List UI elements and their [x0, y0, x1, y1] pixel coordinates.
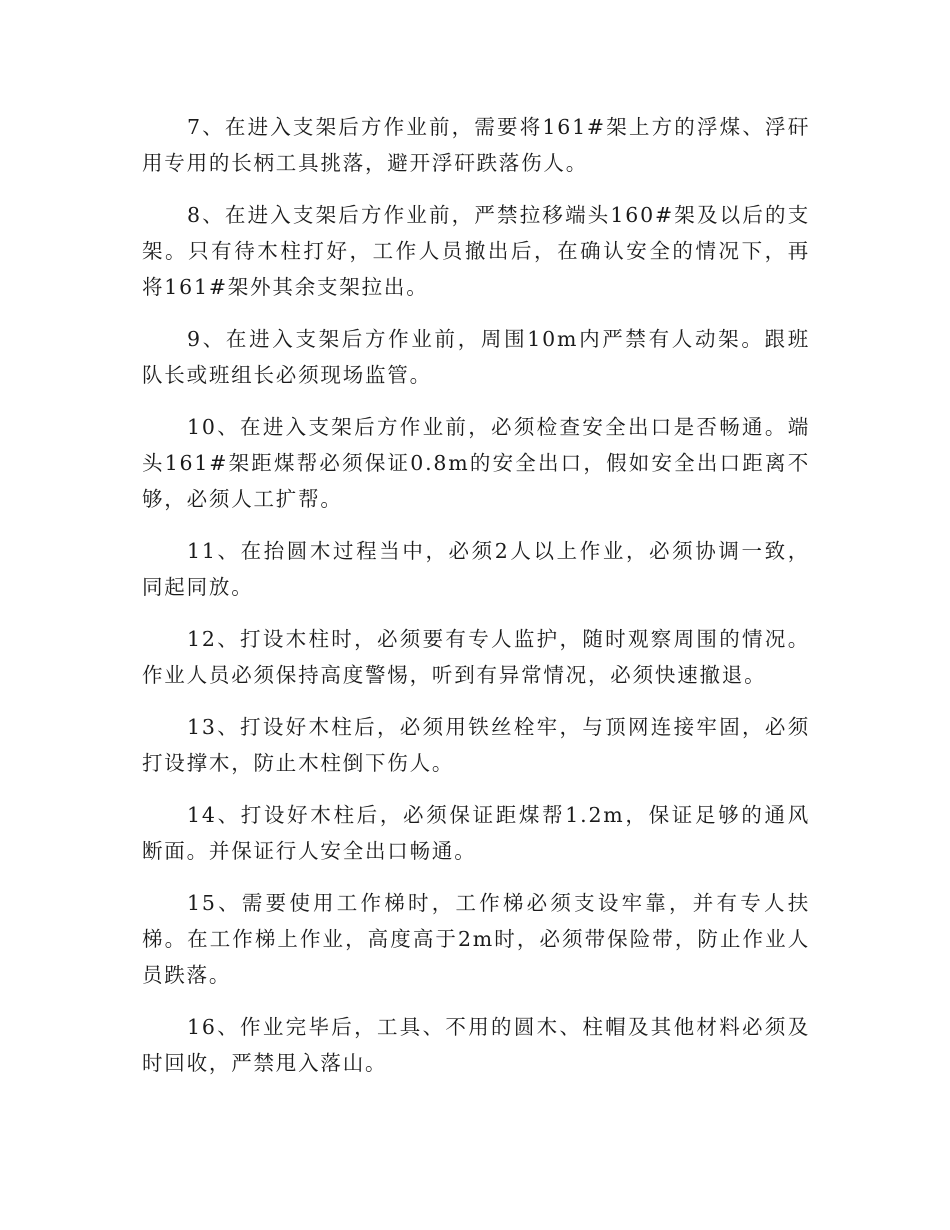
paragraph-10: 10、在进入支架后方作业前，必须检查安全出口是否畅通。端头161#架距煤帮必须保证0.8m的安全出口，假如安全出口距离不够，必须人工扩帮。 [142, 415, 810, 511]
paragraph-12: 12、打设木柱时，必须要有专人监护，随时观察周围的情况。作业人员必须保持高度警惕，听到有异常情况，必须快速撤退。 [142, 627, 810, 687]
paragraph-7: 7、在进入支架后方作业前，需要将161#架上方的浮煤、浮矸用专用的长柄工具挑落，避开浮矸跌落伤人。 [142, 115, 810, 175]
paragraph-15: 15、需要使用工作梯时，工作梯必须支设牢靠，并有专人扶梯。在工作梯上作业，高度高于2m时，必须带保险带，防止作业人员跌落。 [142, 891, 810, 987]
paragraph-8: 8、在进入支架后方作业前，严禁拉移端头160#架及以后的支架。只有待木柱打好，工作人员撤出后，在确认安全的情况下，再将161#架外其余支架拉出。 [142, 203, 810, 299]
paragraph-16: 16、作业完毕后，工具、不用的圆木、柱帽及其他材料必须及时回收，严禁甩入落山。 [142, 1015, 810, 1075]
paragraph-13: 13、打设好木柱后，必须用铁丝栓牢，与顶网连接牢固，必须打设撑木，防止木柱倒下伤人。 [142, 715, 810, 775]
paragraph-14: 14、打设好木柱后，必须保证距煤帮1.2m，保证足够的通风断面。并保证行人安全出口畅通。 [142, 803, 810, 863]
document-body [142, 109, 810, 1097]
paragraph-9: 9、在进入支架后方作业前，周围10m内严禁有人动架。跟班队长或班组长必须现场监管。 [142, 327, 810, 387]
paragraph-11: 11、在抬圆木过程当中，必须2人以上作业，必须协调一致，同起同放。 [142, 539, 810, 599]
